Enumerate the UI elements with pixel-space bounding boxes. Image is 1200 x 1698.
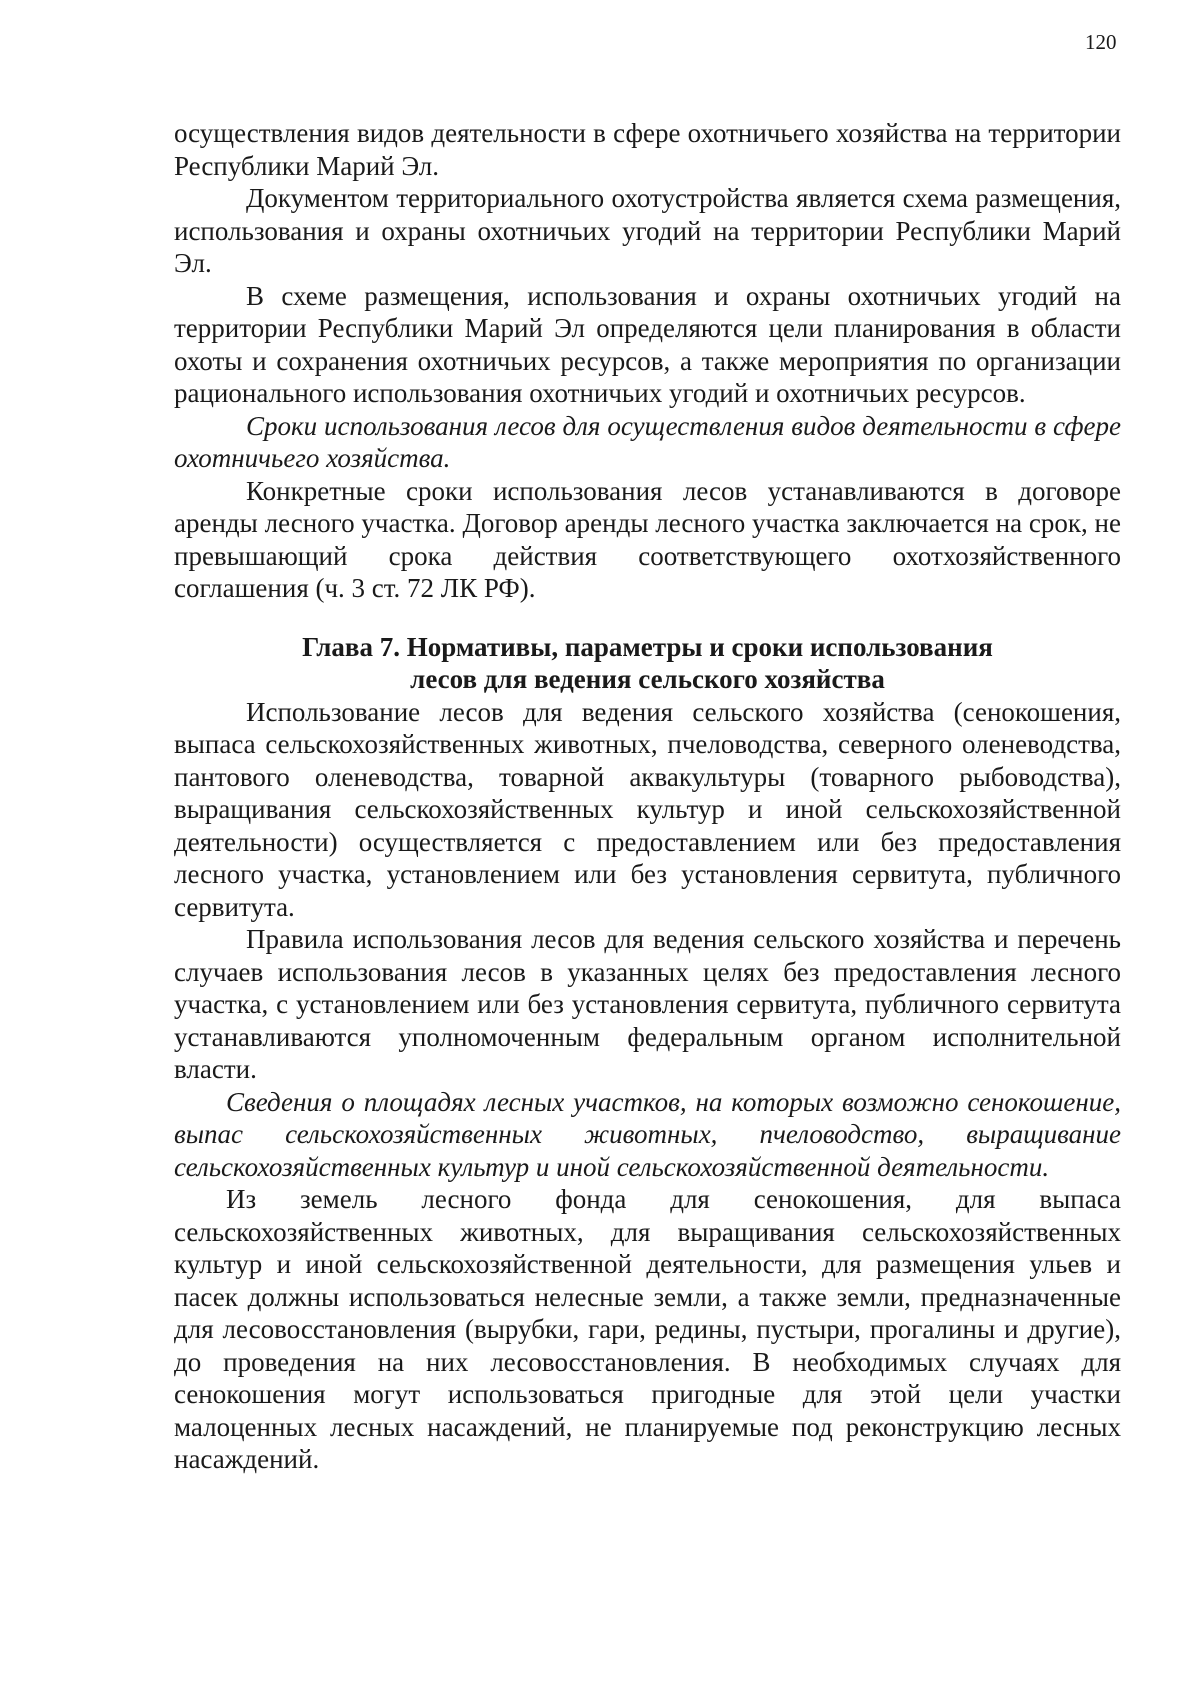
- chapter-title-line-1: Глава 7. Нормативы, параметры и сроки использования: [302, 631, 993, 662]
- paragraph-agriculture-use: Использование лесов для ведения сельского хозяйства (сенокошения, выпаса сельскохозяйственных животных, пчеловодства, северного оленеводства, пантового оленеводства, товарной аквакультуры (товарного рыбоводства), выращивания сельскохозяйственных культур и иной сельскохозяйственной деятельности) осуществляется с предоставлением или без предоставления лесного участка, установлением или без установления сервитута, публичного сервитута.: [174, 696, 1121, 922]
- paragraph-hunting-scheme: В схеме размещения, использования и охраны охотничьих угодий на территории Республики Марий Эл определяются цели планирования в области охоты и сохранения охотничьих ресурсов, а также мероприятия по организации рационального использования охотничьих угодий и охотничьих ресурсов.: [174, 280, 1121, 408]
- paragraph-continuation: осуществления видов деятельности в сфере охотничьего хозяйства на территории Республики Марий Эл.: [174, 118, 1121, 181]
- paragraph-hunting-document: Документом территориального охотустройства является схема размещения, использования и охраны охотничьих угодий на территории Республики Марий Эл.: [174, 183, 1121, 278]
- chapter-title: [174, 631, 1121, 696]
- section-heading-hunting-terms: Сроки использования лесов для осуществления видов деятельности в сфере охотничьего хозяйства.: [174, 410, 1121, 473]
- page-number: 120: [1085, 30, 1117, 54]
- paragraph-agriculture-rules: Правила использования лесов для ведения сельского хозяйства и перечень случаев использования лесов в указанных целях без предоставления лесного участка, с установлением или без установления сервитута, публичного сервитута устанавливаются уполномоченным федеральным органом исполнительной власти.: [174, 924, 1121, 1084]
- chapter-title-line-2: лесов для ведения сельского хозяйства: [410, 664, 885, 694]
- paragraph-lease-terms: Конкретные сроки использования лесов устанавливаются в договоре аренды лесного участка. Договор аренды лесного участка заключается на срок, не превышающий срока действия соответствующего охотхозяйственного соглашения (ч. 3 ст. 72 ЛК РФ).: [174, 475, 1121, 603]
- page-content: [174, 117, 1121, 1476]
- section-heading-agriculture-areas: Сведения о площадях лесных участков, на которых возможно сенокошение, выпас сельскохозяйственных животных, пчеловодство, выращивание сельскохозяйственных культур и иной сельскохозяйственной деятельности.: [174, 1086, 1121, 1182]
- paragraph-agriculture-lands: Из земель лесного фонда для сенокошения, для выпаса сельскохозяйственных животных, для выращивания сельскохозяйственных культур и иной сельскохозяйственной деятельности, для размещения ульев и пасек должны использоваться нелесные земли, а также земли, предназначенные для лесовосстановления (вырубки, гари, редины, пустыри, прогалины и другие), до проведения на них лесовосстановления. В необходимых случаях для сенокошения могут использоваться пригодные для этой цели участки малоценных лесных насаждений, не планируемые под реконструкцию лесных насаждений.: [174, 1184, 1121, 1474]
